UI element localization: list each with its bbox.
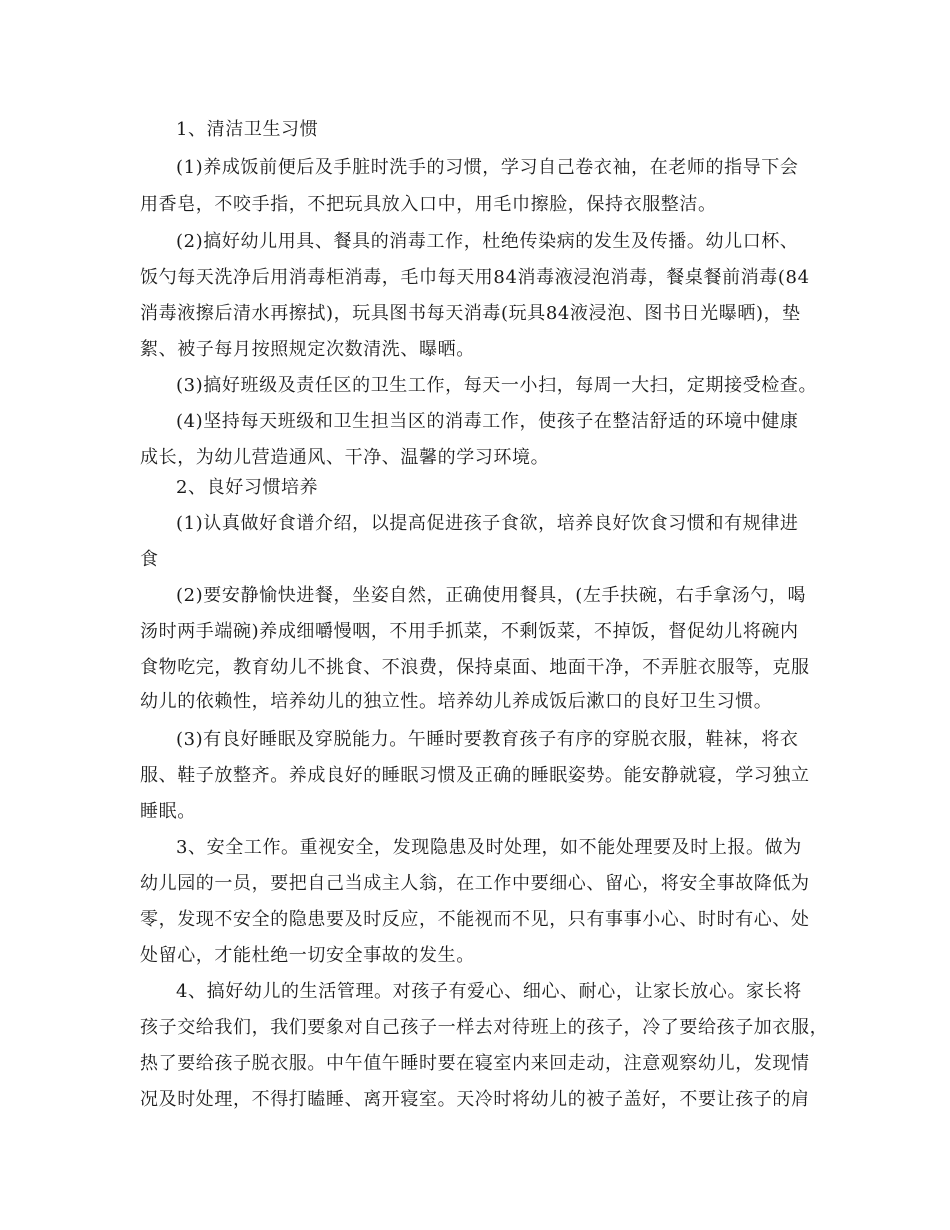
- paragraph-line: (1)养成饭前便后及手脏时洗手的习惯，学习自己卷衣袖，在老师的指导下会: [176, 157, 799, 178]
- paragraph-line: 消毒液擦后清水再擦拭)，玩具图书每天消毒(玩具84液浸泡、图书日光曝晒)，垫: [140, 303, 801, 324]
- paragraph-line: 成长，为幼儿营造通风、干净、温馨的学习环境。: [140, 447, 550, 468]
- paragraph-line: 处留心，才能杜绝一切安全事故的发生。: [140, 945, 475, 966]
- paragraph-line: 幼儿园的一员，要把自己当成主人翁，在工作中要细心、留心，将安全事故降低为: [140, 873, 810, 894]
- paragraph-line: 孩子交给我们，我们要象对自己孩子一样去对待班上的孩子，冷了要给孩子加衣服，: [140, 1017, 829, 1038]
- paragraph-line: 絮、被子每月按照规定次数清洗、曝晒。: [140, 339, 475, 360]
- heading-good-habits: 2、良好习惯培养: [176, 477, 319, 498]
- paragraph-line: (3)搞好班级及责任区的卫生工作，每天一小扫，每周一大扫，定期接受检查。: [176, 375, 818, 396]
- paragraph-line: 况及时处理，不得打瞌睡、离开寝室。天冷时将幼儿的被子盖好，不要让孩子的肩: [140, 1089, 810, 1110]
- heading-cleanliness-habits: 1、清洁卫生习惯: [176, 119, 319, 140]
- paragraph-line: (2)搞好幼儿用具、餐具的消毒工作，杜绝传染病的发生及传播。幼儿口杯、: [176, 231, 799, 252]
- paragraph-line: 汤时两手端碗)养成细嚼慢咽，不用手抓菜，不剩饭菜，不掉饭，督促幼儿将碗内: [140, 621, 799, 642]
- paragraph-line: (1)认真做好食谱介绍，以提高促进孩子食欲，培养良好饮食习惯和有规律进: [176, 513, 799, 534]
- paragraph-line: 饭勺每天洗净后用消毒柜消毒，毛巾每天用84消毒液浸泡消毒，餐桌餐前消毒(84: [140, 267, 810, 288]
- paragraph-line: 幼儿的依赖性，培养幼儿的独立性。培养幼儿养成饭后漱口的良好卫生习惯。: [140, 691, 773, 712]
- paragraph-line: 食物吃完，教育幼儿不挑食、不浪费，保持桌面、地面干净，不弄脏衣服等，克服: [140, 657, 810, 678]
- paragraph-line: 4、搞好幼儿的生活管理。对孩子有爱心、细心、耐心，让家长放心。家长将: [176, 981, 802, 1002]
- paragraph-line: 食: [140, 549, 159, 570]
- paragraph-line: 睡眠。: [140, 801, 196, 822]
- paragraph-line: (2)要安静愉快进餐，坐姿自然，正确使用餐具，(左手扶碗，右手拿汤勺，喝: [176, 585, 807, 606]
- paragraph-line: 3、安全工作。重视安全，发现隐患及时处理，如不能处理要及时上报。做为: [176, 837, 802, 858]
- paragraph-line: (4)坚持每天班级和卫生担当区的消毒工作，使孩子在整洁舒适的环境中健康: [176, 411, 799, 432]
- paragraph-line: 服、鞋子放整齐。养成良好的睡眠习惯及正确的睡眠姿势。能安静就寝，学习独立: [140, 765, 810, 786]
- paragraph-line: (3)有良好睡眠及穿脱能力。午睡时要教育孩子有序的穿脱衣服，鞋袜，将衣: [176, 729, 799, 750]
- paragraph-line: 热了要给孩子脱衣服。中午值午睡时要在寝室内来回走动，注意观察幼儿，发现情: [140, 1053, 810, 1074]
- paragraph-line: 零，发现不安全的隐患要及时反应，不能视而不见，只有事事小心、时时有心、处: [140, 909, 810, 930]
- paragraph-line: 用香皂，不咬手指，不把玩具放入口中，用毛巾擦脸，保持衣服整洁。: [140, 194, 717, 215]
